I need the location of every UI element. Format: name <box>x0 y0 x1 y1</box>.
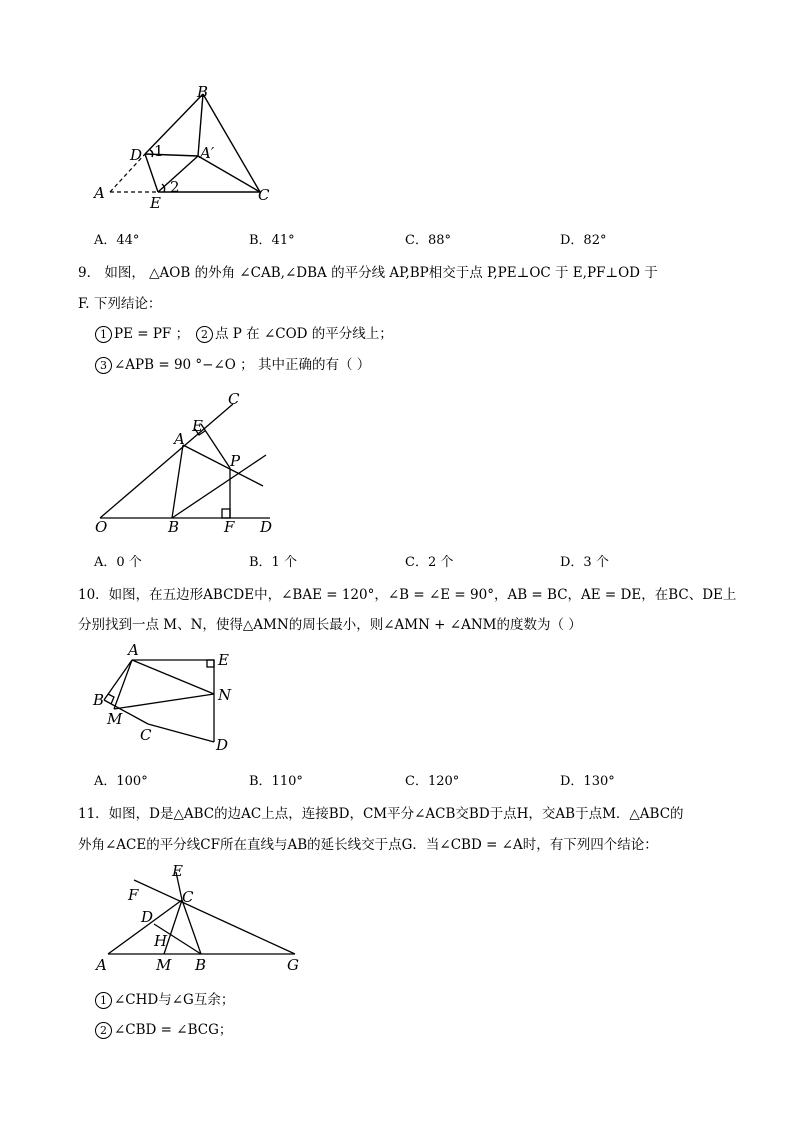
q10-option-c[interactable]: C．120° <box>405 774 460 789</box>
q9-label-b: B <box>168 518 180 536</box>
q8-option-b[interactable]: B．41° <box>249 233 295 248</box>
q11-label-b: B <box>195 956 207 974</box>
q10-stem-line1: 10．如图，在五边形ABCDE中，∠BAE = 120°，∠B = ∠E = 90°，AB = BC，AE = DE，在BC、DE上 <box>78 587 737 603</box>
q10-stem-line2: 分别找到一点 M、N，使得△AMN的周长最小，则∠AMN + ∠ANM的度数为（ ） <box>78 617 582 633</box>
q9-option-a[interactable]: A．0 个 <box>94 555 142 570</box>
q9-label-f: F <box>224 518 235 536</box>
q9-circle-1: 1 <box>95 326 112 343</box>
q8-option-c[interactable]: C．88° <box>405 233 451 248</box>
q10-label-e: E <box>218 651 229 669</box>
q10-label-b: B <box>93 691 105 709</box>
q8-option-a[interactable]: A．44° <box>94 233 140 248</box>
q9-label-p: P <box>230 452 241 470</box>
q8-label-e: E <box>150 194 161 210</box>
q11-stem-line2: 外角∠ACE的平分线CF所在直线与AB的延长线交于点G．当∠CBD = ∠A时，有下列四个结论： <box>78 837 658 853</box>
q9-statement-1 <box>95 322 189 343</box>
q11-figure <box>90 862 305 977</box>
q9-label-c: C <box>228 390 240 408</box>
q11-label-e: E <box>172 862 183 880</box>
q11-statement-2-text: ∠CBD = ∠BCG； <box>114 1022 233 1038</box>
q10-option-b[interactable]: B．110° <box>249 774 303 789</box>
q10-label-n: N <box>218 686 232 704</box>
q10-option-d[interactable]: D．130° <box>560 774 615 789</box>
q11-label-g: G <box>287 956 299 974</box>
q9-statement-2-text: 点 P 在 ∠COD 的平分线上； <box>215 326 393 342</box>
q9-label-o: O <box>95 518 108 536</box>
q8-label-aprime: A′ <box>200 144 215 162</box>
q11-circle-2: 2 <box>95 1022 112 1039</box>
q10-label-m: M <box>107 710 123 728</box>
q9-option-d[interactable]: D．3 个 <box>560 555 609 570</box>
q8-label-2: 2 <box>170 178 180 196</box>
q9-circle-2: 2 <box>196 326 213 343</box>
q9-option-b[interactable]: B．1 个 <box>249 555 297 570</box>
q9-statement-3 <box>95 353 370 374</box>
q9-figure <box>88 388 288 536</box>
q8-label-a: A <box>94 184 105 202</box>
q11-circle-1: 1 <box>95 992 112 1009</box>
q11-label-a: A <box>96 956 107 974</box>
q8-option-d[interactable]: D．82° <box>560 233 607 248</box>
q9-label-a: A <box>174 430 185 448</box>
q9-label-d: D <box>260 518 273 536</box>
q9-label-e: E <box>192 417 203 435</box>
q10-label-d: D <box>216 736 229 754</box>
q9-statement-2 <box>196 322 393 343</box>
q9-stem-line1: 9． 如图， △AOB 的外角 ∠CAB,∠DBA 的平分线 AP,BP相交于点 P,PE⊥OC 于 E,PF⊥OD 于 <box>78 265 658 281</box>
q11-statement-1 <box>95 988 234 1009</box>
q11-statement-2 <box>95 1018 232 1039</box>
q11-stem-line1: 11．如图，D是△ABC的边AC上点，连接BD，CM平分∠ACB交BD于点H，交AB于点M．△ABC的 <box>78 806 684 822</box>
q11-label-f: F <box>128 886 139 904</box>
q8-label-d: D <box>130 146 143 164</box>
q8-label-b: B <box>197 83 209 101</box>
q11-label-m: M <box>156 956 172 974</box>
q11-label-h: H <box>154 932 168 950</box>
q11-statement-1-text: ∠CHD与∠G互余； <box>114 992 235 1008</box>
q8-label-1: 1 <box>154 142 164 160</box>
q10-label-c: C <box>140 726 152 744</box>
q8-figure <box>90 80 290 210</box>
q9-statement-3-text: ∠APB = 90 °−∠O ； 其中正确的有（ ） <box>114 357 371 373</box>
q9-circle-3: 3 <box>95 357 112 374</box>
q9-statement-1-text: PE = PF ； <box>114 326 190 342</box>
q9-option-c[interactable]: C．2 个 <box>405 555 454 570</box>
q10-figure <box>90 642 250 757</box>
q8-label-c: C <box>258 186 270 204</box>
q11-label-d: D <box>141 908 154 926</box>
q10-label-a: A <box>128 642 139 659</box>
q9-stem-line2: F. 下列结论： <box>78 296 162 312</box>
q11-label-c: C <box>182 888 194 906</box>
q10-option-a[interactable]: A．100° <box>94 774 148 789</box>
